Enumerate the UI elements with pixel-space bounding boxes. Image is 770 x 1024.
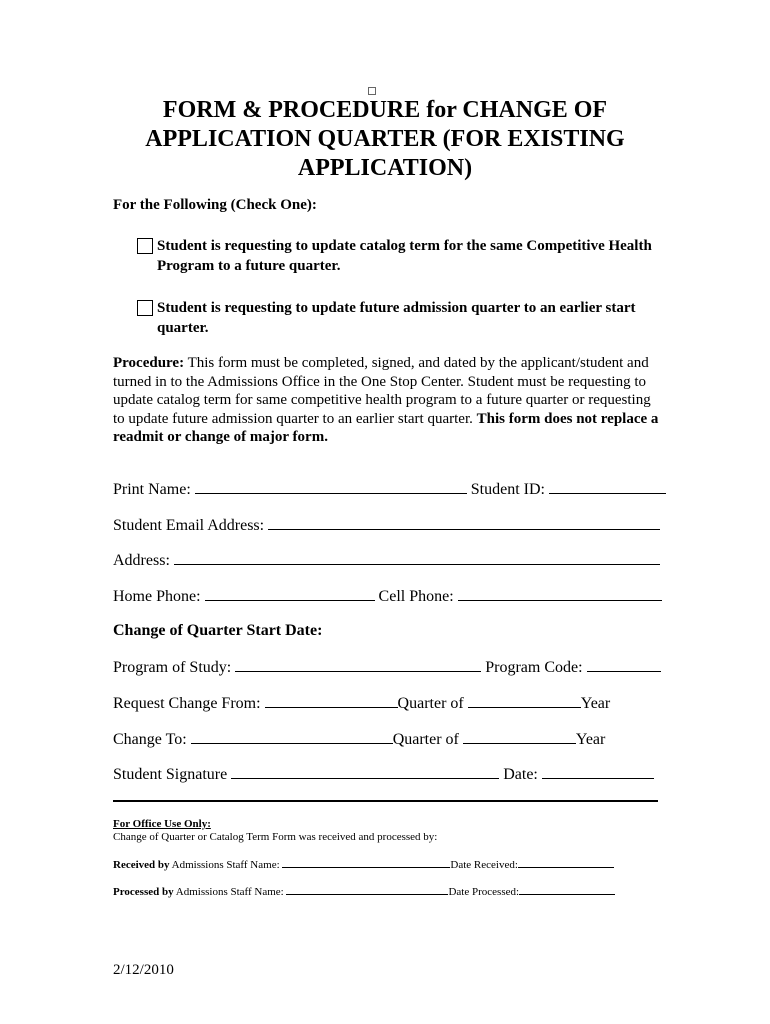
option-1-text: Student is requesting to update catalog term for the same Competitive Health Program to a future quarter. [157, 238, 652, 274]
procedure-label: Procedure: [113, 355, 185, 371]
print-name-row [113, 479, 666, 500]
office-divider [113, 800, 658, 802]
to-quarter-input[interactable] [191, 729, 393, 744]
program-code-label: Program Code: [485, 659, 583, 676]
signature-date-label: Date: [503, 766, 538, 783]
footer-date: 2/12/2010 [113, 962, 174, 978]
signature-row [113, 764, 654, 785]
email-input[interactable] [268, 515, 660, 530]
small-square-mark [368, 87, 376, 95]
email-label: Student Email Address: [113, 517, 265, 534]
received-by-row [113, 857, 614, 872]
procedure-paragraph [113, 354, 661, 447]
change-section-heading: Change of Quarter Start Date: [113, 622, 323, 639]
print-name-input[interactable] [195, 479, 467, 494]
option-2-text: Student is requesting to update future admission quarter to an earlier start quarter. [157, 300, 636, 336]
change-to-label: Change To: [113, 731, 187, 748]
from-quarter-input[interactable] [265, 693, 398, 708]
processed-by-row [113, 884, 615, 899]
student-id-label: Student ID: [470, 481, 545, 498]
check-one-prompt: For the Following (Check One): [113, 197, 317, 213]
program-of-study-label: Program of Study: [113, 659, 232, 676]
checkbox-option-1[interactable] [137, 238, 153, 254]
title-line-1: FORM & PROCEDURE for CHANGE OF [162, 97, 608, 123]
title-line-3: APPLICATION) [297, 155, 473, 181]
to-quarter-of-label: Quarter of [392, 731, 459, 748]
form-title [110, 96, 660, 183]
email-row [113, 515, 660, 536]
procedure-bold-note: This form does not replace a readmit or change of major form. [113, 410, 659, 445]
processed-staff-label: Admissions Staff Name: [175, 886, 284, 898]
date-processed-input[interactable] [519, 884, 615, 895]
to-year-label: Year [575, 731, 606, 748]
signature-label: Student Signature [113, 766, 228, 783]
date-processed-label: Date Processed: [448, 886, 520, 898]
home-phone-label: Home Phone: [113, 588, 201, 605]
print-name-label: Print Name: [113, 481, 191, 498]
cell-phone-label: Cell Phone: [378, 588, 454, 605]
procedure-body: This form must be completed, signed, and dated by the applicant/student and turned in to the Admissions Office in the One Stop Center. Student must be requesting to update catalog term for same competitive health program to a future quarter or requesting to update future admission quarter to an earlier start quarter. [113, 355, 651, 427]
request-change-from-row [113, 693, 610, 714]
from-year-input[interactable] [468, 693, 581, 708]
address-input[interactable] [174, 550, 660, 565]
request-change-from-label: Request Change From: [113, 695, 261, 712]
received-staff-label: Admissions Staff Name: [171, 859, 280, 871]
option-earlier-start[interactable] [137, 298, 667, 338]
checkbox-option-2[interactable] [137, 300, 153, 316]
home-phone-input[interactable] [205, 586, 375, 601]
date-received-label: Date Received: [450, 859, 518, 871]
processed-staff-input[interactable] [286, 884, 448, 895]
address-label: Address: [113, 552, 170, 569]
office-note: Change of Quarter or Catalog Term Form was received and processed by: [113, 831, 438, 843]
program-of-study-input[interactable] [235, 657, 481, 672]
student-id-input[interactable] [549, 479, 666, 494]
change-to-row [113, 729, 605, 750]
received-by-label: Received by [113, 859, 170, 871]
to-year-input[interactable] [463, 729, 576, 744]
office-use-heading: For Office Use Only: [113, 818, 211, 830]
option-catalog-term[interactable] [137, 236, 667, 276]
processed-by-label: Processed by [113, 886, 174, 898]
from-year-label: Year [580, 695, 611, 712]
from-quarter-of-label: Quarter of [397, 695, 464, 712]
received-staff-input[interactable] [282, 857, 450, 868]
program-code-input[interactable] [587, 657, 661, 672]
cell-phone-input[interactable] [458, 586, 662, 601]
phone-row [113, 586, 662, 607]
date-received-input[interactable] [518, 857, 614, 868]
signature-input[interactable] [231, 764, 499, 779]
title-line-2: APPLICATION QUARTER (FOR EXISTING [145, 126, 625, 152]
signature-date-input[interactable] [542, 764, 654, 779]
address-row [113, 550, 660, 571]
program-row [113, 657, 661, 678]
